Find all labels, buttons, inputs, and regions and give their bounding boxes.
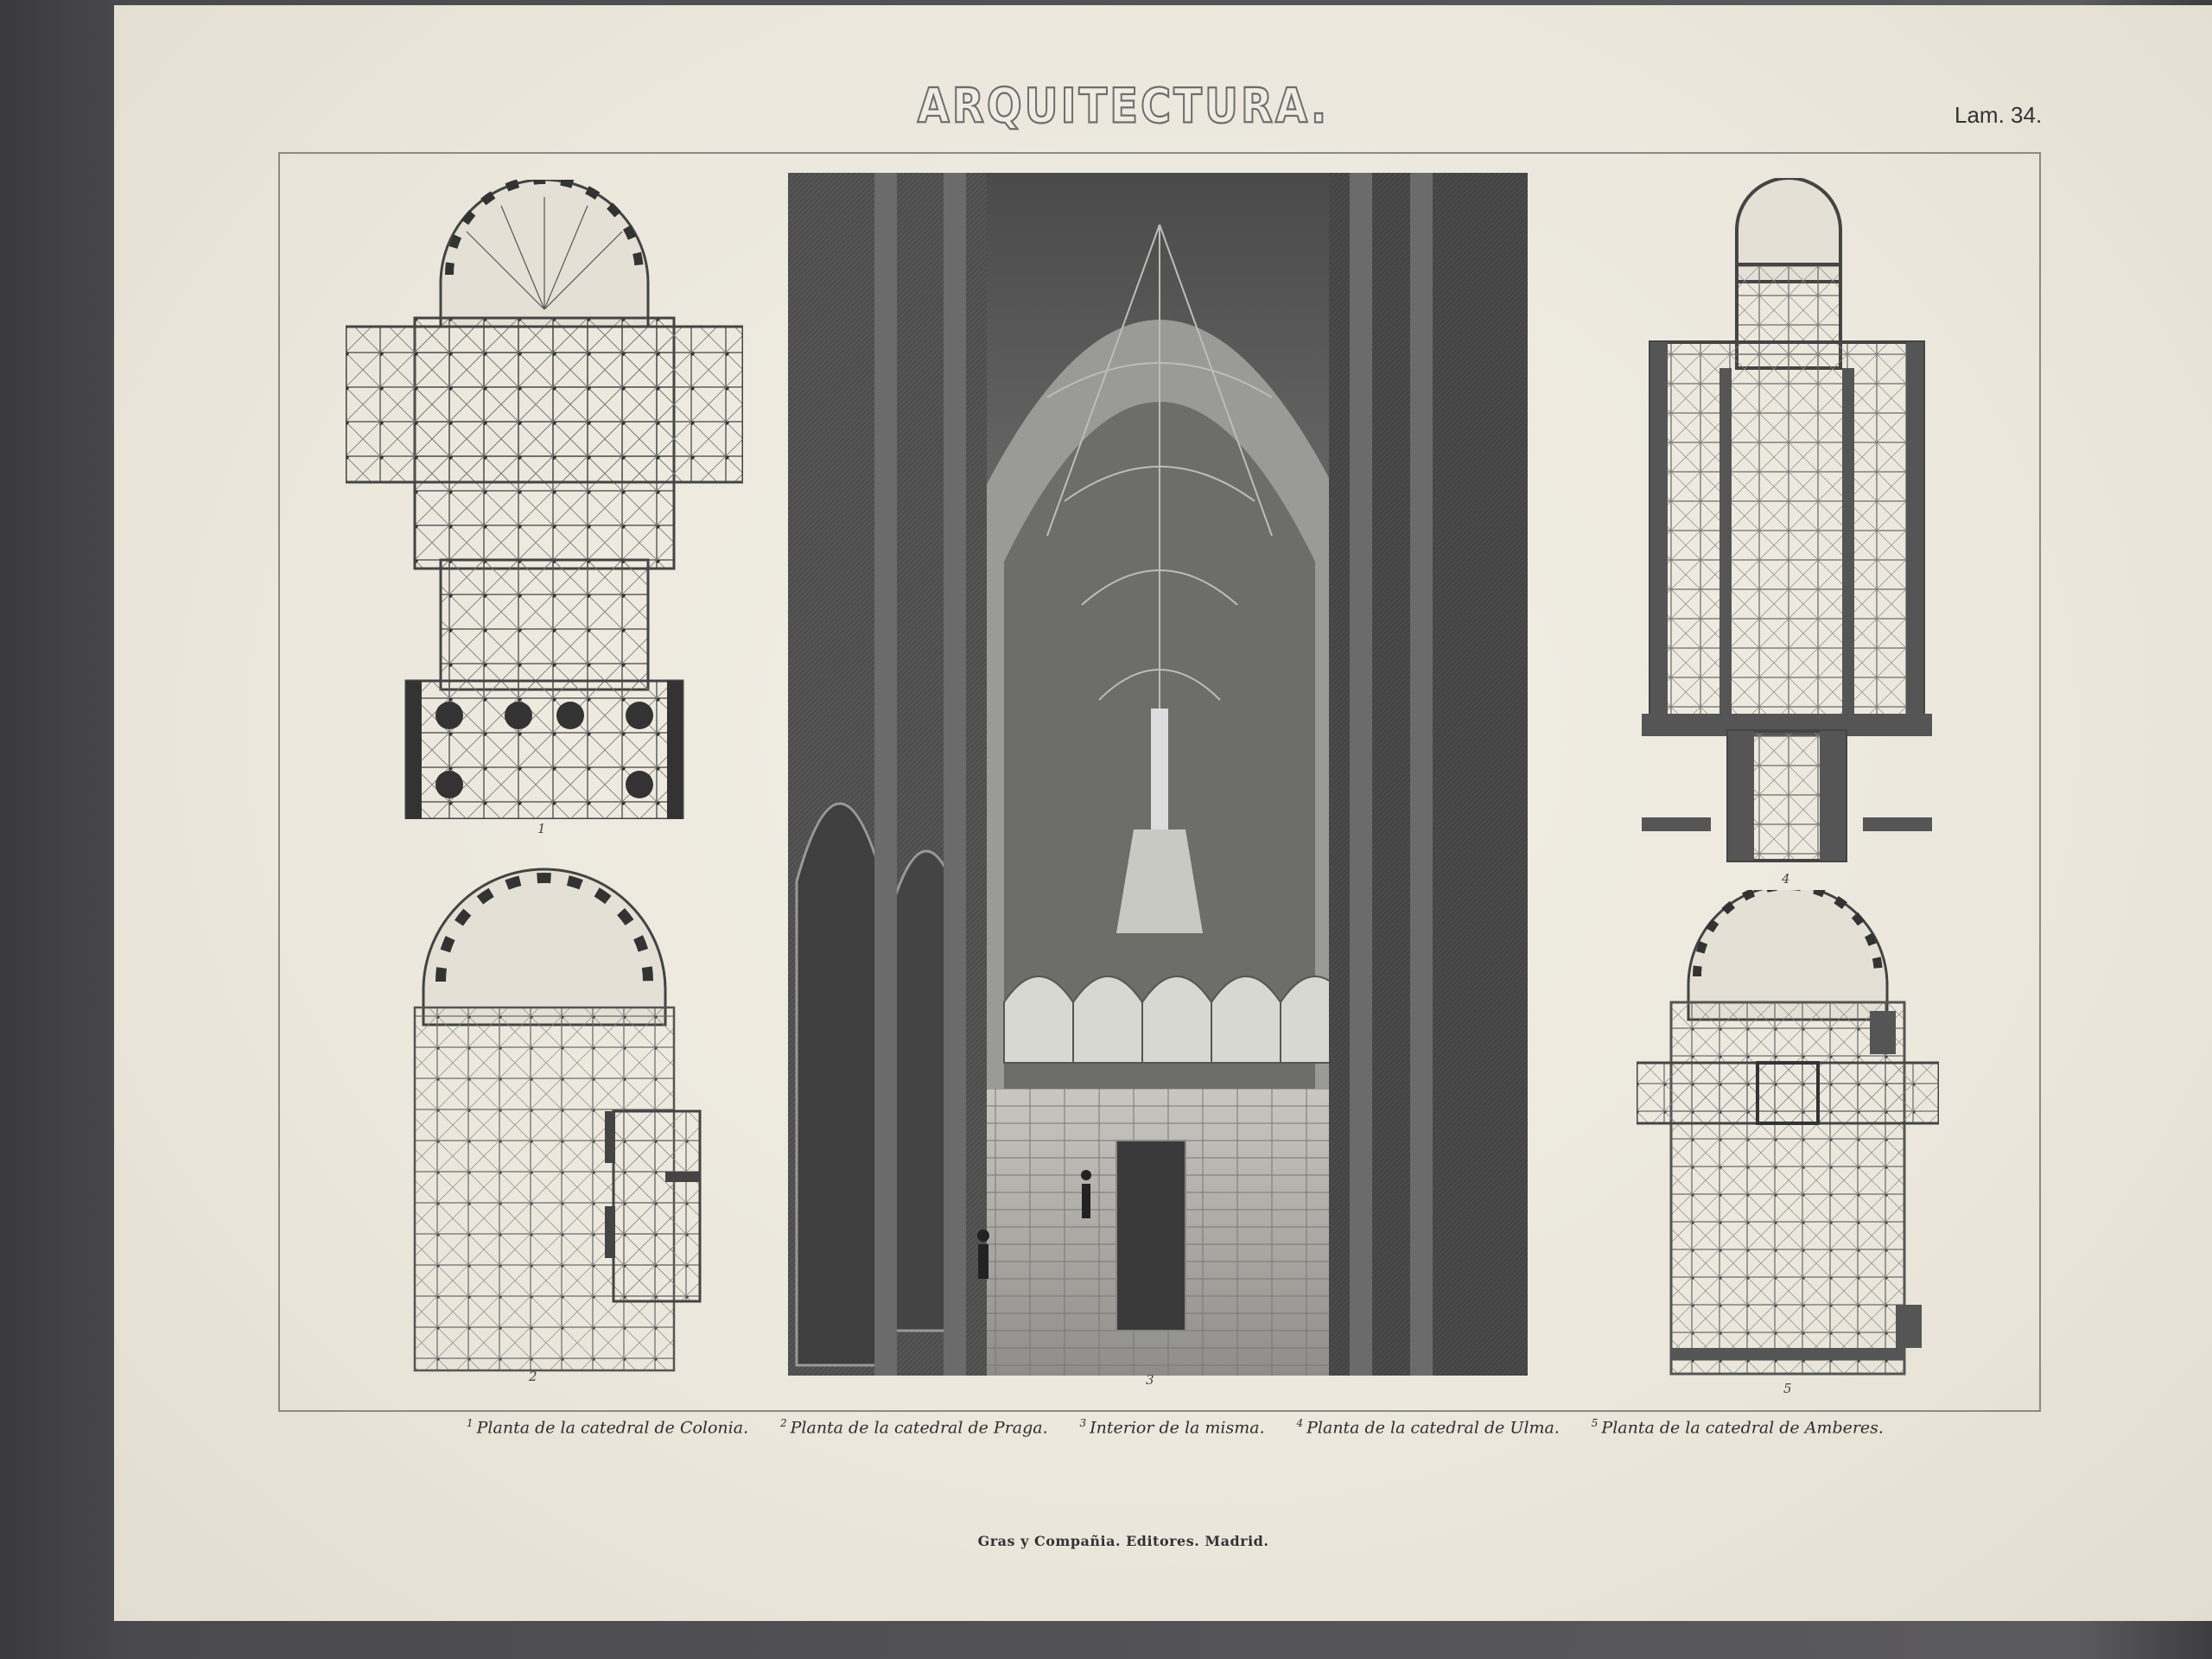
- caption-2-number: 2: [779, 1417, 787, 1429]
- plate-number: Lam. 34.: [1955, 102, 2043, 128]
- caption-5-text: Planta de la catedral de Amberes.: [1601, 1418, 1884, 1438]
- caption-4: [1296, 1417, 1559, 1437]
- plan-praga: [406, 861, 709, 1379]
- caption-1-number: 1: [467, 1417, 474, 1429]
- publisher-imprint: Gras y Compañia. Editores. Madrid.: [977, 1533, 1269, 1549]
- plan-ulma-drawing: [1642, 178, 1932, 869]
- figure-number-3: 3: [1146, 1372, 1154, 1388]
- plan-praga-drawing: [406, 861, 709, 1379]
- caption-1: [467, 1417, 748, 1437]
- caption-5: [1592, 1417, 1884, 1437]
- plan-ulma: [1642, 178, 1932, 869]
- captions-row: [467, 1417, 1884, 1443]
- engraving-interior: [788, 173, 1528, 1376]
- plan-amberes-drawing: [1637, 890, 1939, 1382]
- plan-colonia: [346, 180, 743, 819]
- engraving-interior-drawing: [788, 173, 1528, 1376]
- caption-1-text: Planta de la catedral de Colonia.: [476, 1418, 749, 1438]
- figure-number-2: 2: [529, 1369, 537, 1384]
- caption-5-number: 5: [1591, 1417, 1599, 1429]
- caption-4-text: Planta de la catedral de Ulma.: [1306, 1418, 1560, 1438]
- plan-colonia-drawing: [346, 180, 743, 819]
- caption-2: [780, 1417, 1048, 1437]
- caption-4-number: 4: [1296, 1417, 1304, 1429]
- figure-number-5: 5: [1783, 1381, 1792, 1396]
- figure-number-4: 4: [1782, 871, 1790, 887]
- plate-title: ARQUITECTURA.: [917, 78, 1330, 135]
- plan-amberes: [1637, 890, 1939, 1382]
- figure-number-1: 1: [537, 821, 546, 836]
- caption-2-text: Planta de la catedral de Praga.: [790, 1418, 1048, 1438]
- caption-3-text: Interior de la misma.: [1090, 1418, 1265, 1438]
- caption-3: [1080, 1417, 1265, 1437]
- caption-3-number: 3: [1079, 1417, 1087, 1429]
